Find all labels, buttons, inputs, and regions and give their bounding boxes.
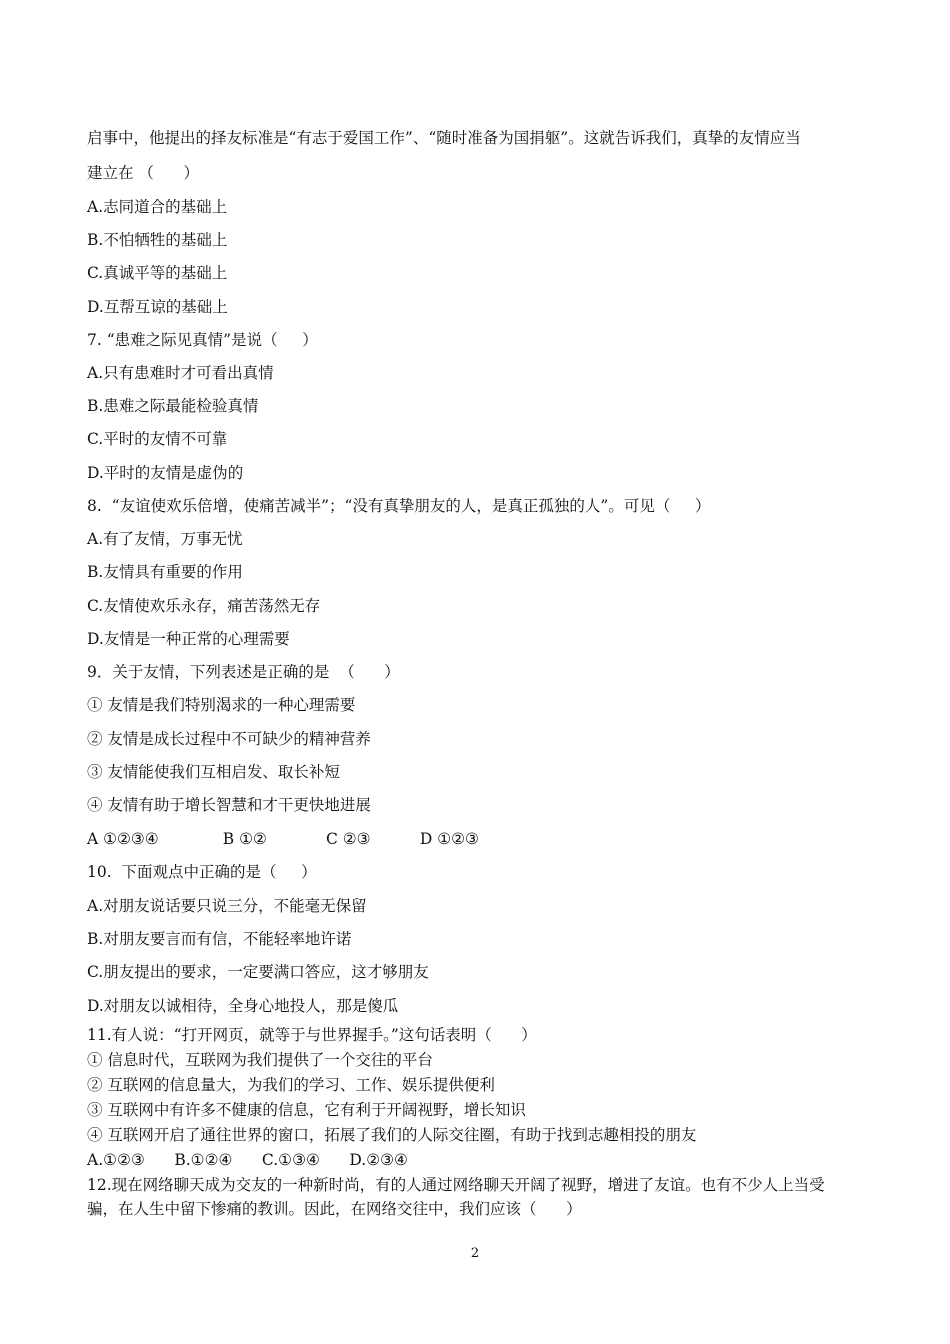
option-line: C.友情使欢乐永存，痛苦荡然无存 [87,597,321,615]
question-line: 11.有人说：“打开网页，就等于与世界握手。”这句话表明（ ） [87,1026,537,1044]
option-line: D.平时的友情是虚伪的 [87,464,244,482]
option-line: B.友情具有重要的作用 [87,563,243,581]
option-line: A.有了友情，万事无忧 [87,530,243,548]
option-line: A.志同道合的基础上 [87,198,228,216]
statement-line: ① 信息时代，互联网为我们提供了一个交往的平台 [87,1051,433,1069]
question-line: 10. 下面观点中正确的是（ ） [87,863,317,881]
text-line: 骗，在人生中留下惨痛的教训。因此，在网络交往中，我们应该（ ） [87,1200,582,1218]
option-line: B.对朋友要言而有信，不能轻率地许诺 [87,930,352,948]
question-line: 12.现在网络聊天成为交友的一种新时尚，有的人通过网络聊天开阔了视野，增进了友谊。也有不少人上当受 [87,1176,825,1194]
statement-line: ④ 互联网开启了通往世界的窗口，拓展了我们的人际交往圈，有助于找到志趣相投的朋友 [87,1126,697,1144]
statement-line: ① 友情是我们特别渴求的一种心理需要 [87,696,356,714]
question-line: 7. “患难之际见真情”是说（ ） [87,331,318,349]
option-line: B.患难之际最能检验真情 [87,397,259,415]
option-line: A.只有患难时才可看出真情 [87,364,274,382]
page-number: 2 [470,1246,480,1261]
option-line: A.对朋友说话要只说三分，不能毫无保留 [87,897,367,915]
text-line: 启事中，他提出的择友标准是“有志于爱国工作”、“随时准备为国捐躯”。这就告诉我们，真挚的友情应当 [87,129,801,147]
statement-line: ④ 友情有助于增长智慧和才干更快地进展 [87,796,371,814]
option-line: A ①②③④ B ①② C ②③ D ①②③ [87,830,479,848]
question-line: 9．关于友情，下列表述是正确的是 （ ） [87,663,400,681]
statement-line: ② 友情是成长过程中不可缺少的精神营养 [87,730,371,748]
option-line: C.朋友提出的要求，一定要满口答应，这才够朋友 [87,963,429,981]
option-line: A.①②③ B.①②④ C.①③④ D.②③④ [87,1151,408,1169]
option-line: C.平时的友情不可靠 [87,430,228,448]
question-line: 8. “友谊使欢乐倍增，使痛苦减半”；“没有真挚朋友的人，是真正孤独的人”。可见（ ） [87,497,711,515]
statement-line: ③ 友情能使我们互相启发、取长补短 [87,763,340,781]
statement-line: ② 互联网的信息量大，为我们的学习、工作、娱乐提供便利 [87,1076,495,1094]
option-line: D.互帮互谅的基础上 [87,298,228,316]
option-line: D.对朋友以诚相待，全身心地投人，那是傻瓜 [87,997,399,1015]
statement-line: ③ 互联网中有许多不健康的信息，它有利于开阔视野，增长知识 [87,1101,526,1119]
option-line: B.不怕牺牲的基础上 [87,231,228,249]
option-line: C.真诚平等的基础上 [87,264,228,282]
text-line: 建立在 （ ） [87,164,199,182]
option-line: D.友情是一种正常的心理需要 [87,630,290,648]
